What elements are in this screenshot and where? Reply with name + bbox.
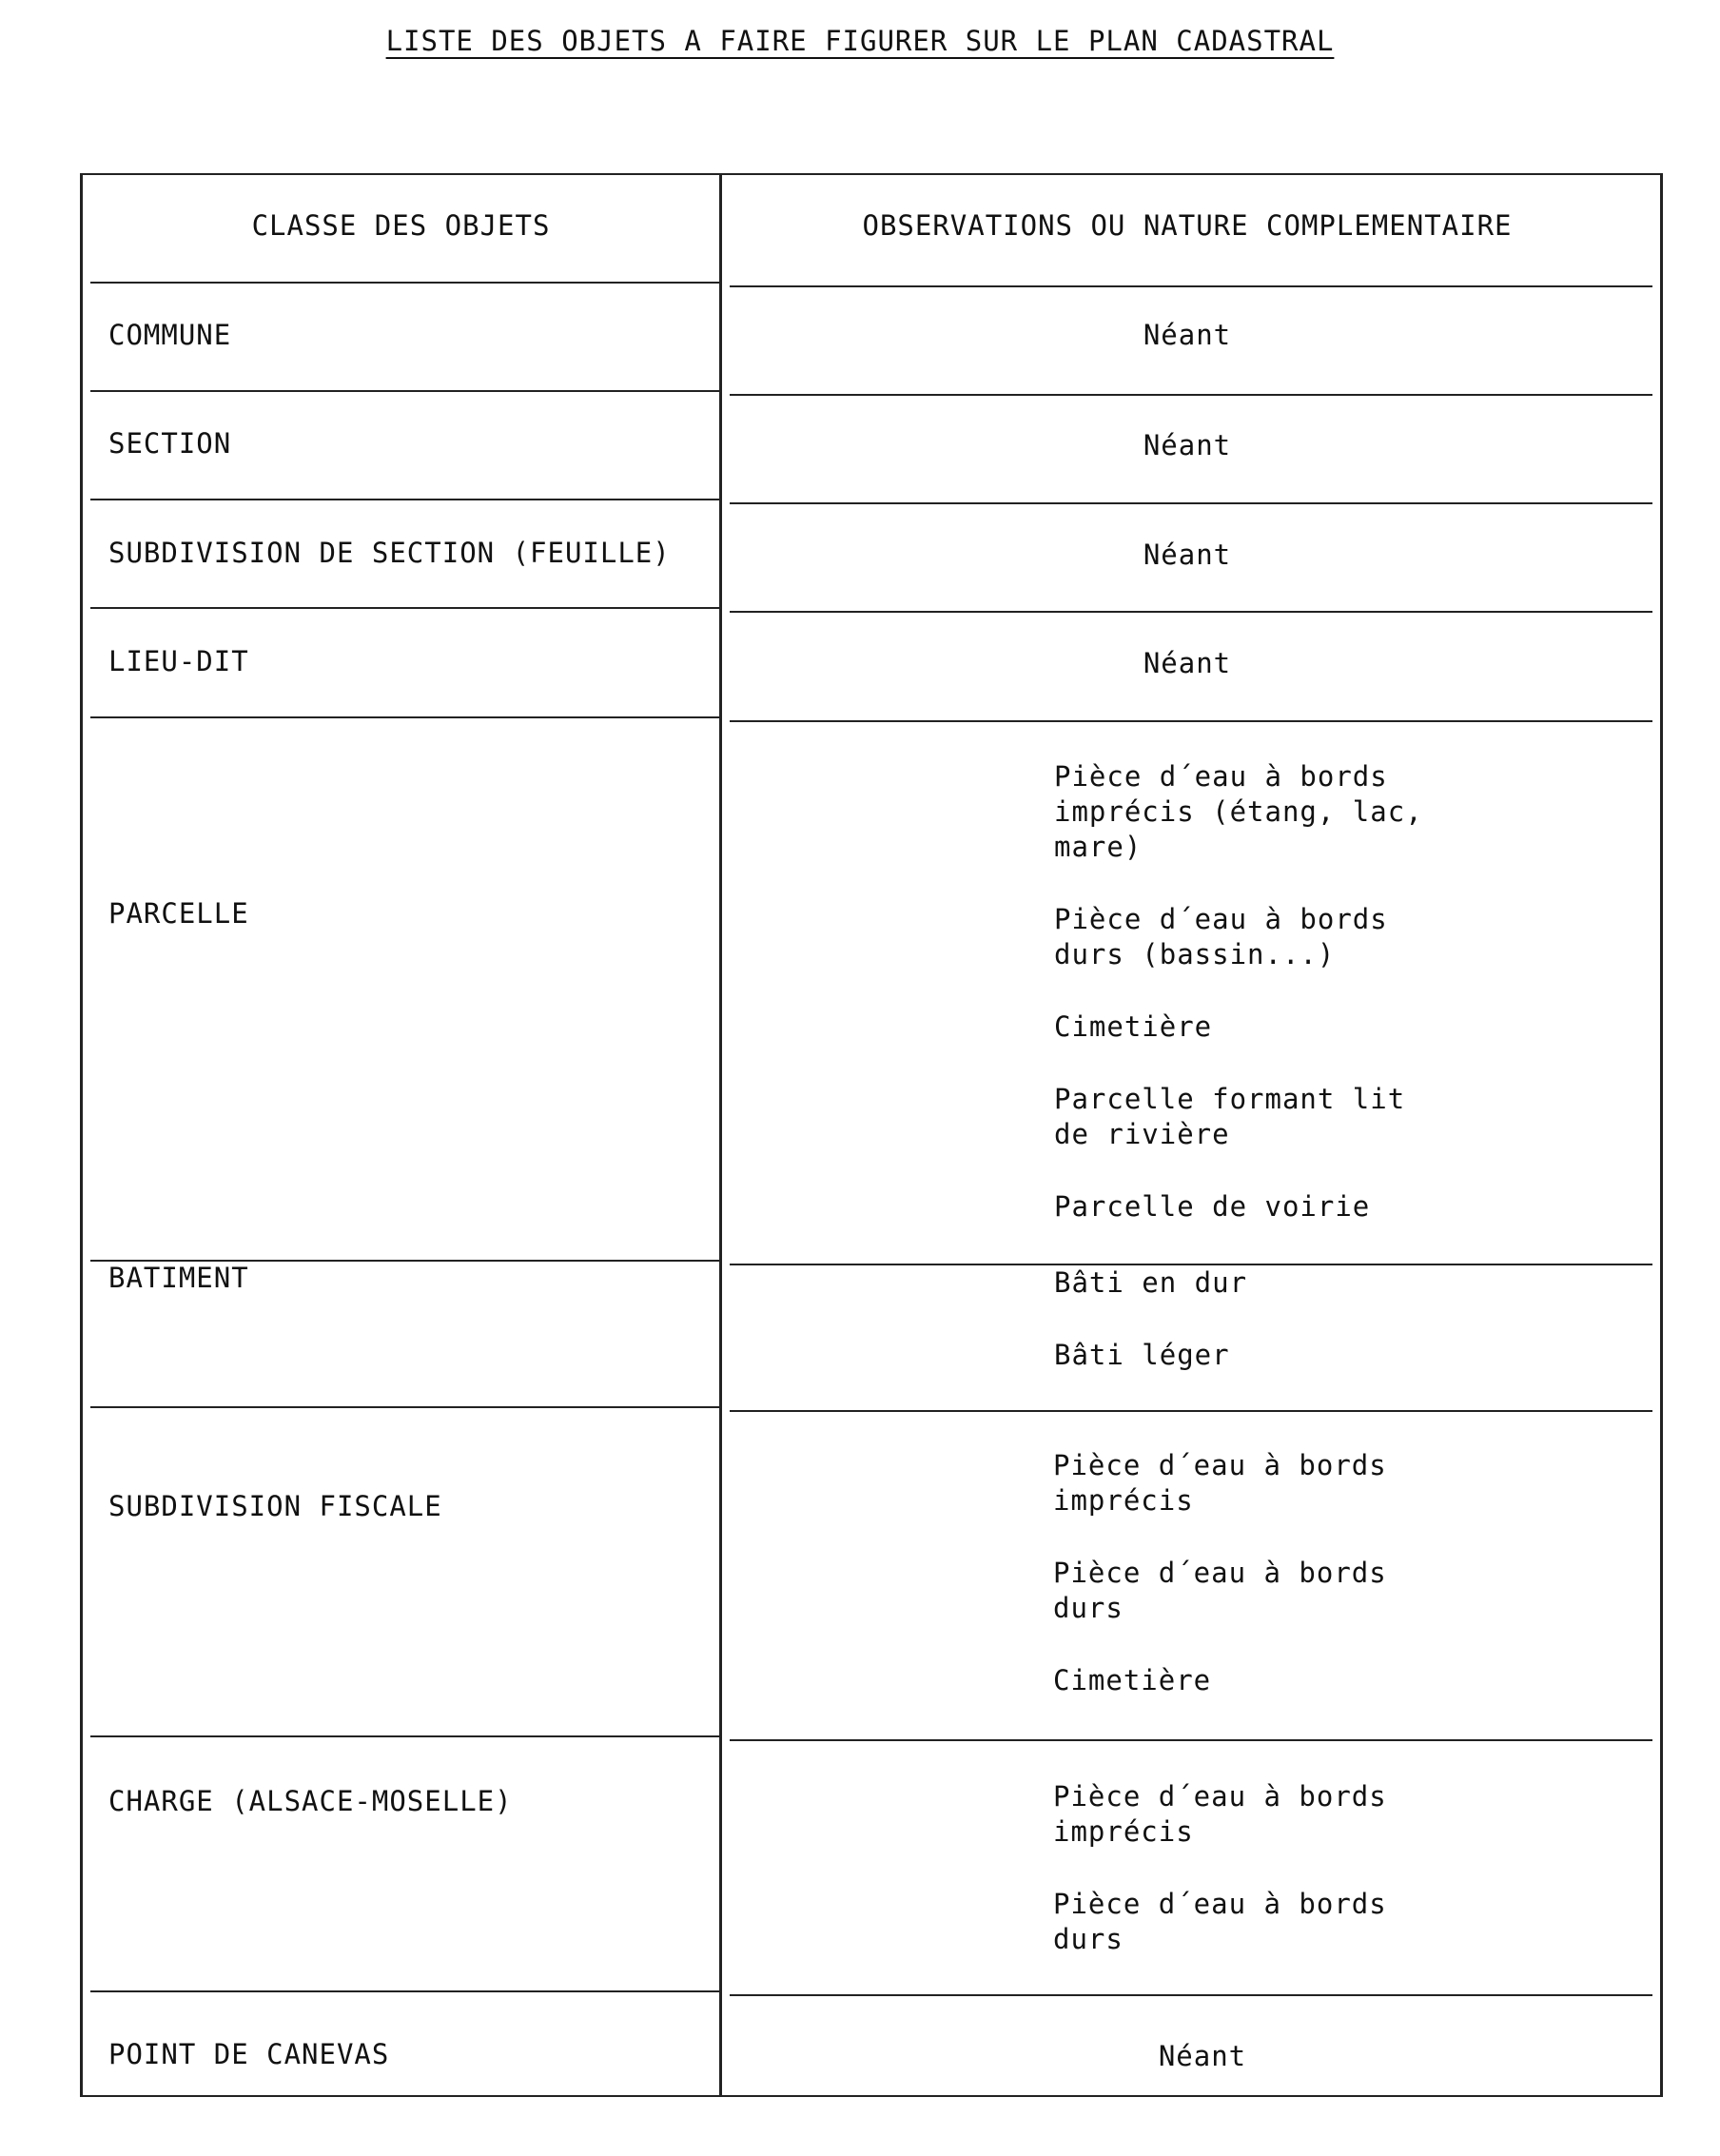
column-divider [719,175,722,2095]
observation-item: Pièce d´eau à bords durs (bassin...) [1054,903,1388,970]
row-classe-section: SECTION [108,427,232,460]
observation-item: Bâti léger [1054,1339,1230,1371]
observation-item: Pièce d´eau à bords durs [1053,1557,1387,1624]
row-divider [730,285,1652,287]
row-obs-charge [1053,1779,1643,1957]
row-obs-commune: Néant [1143,319,1232,351]
observation-item: Pièce d´eau à bords imprécis (étang, lac, mare) [1054,760,1423,863]
observation-item: Cimetière [1054,1010,1213,1043]
row-classe-commune: COMMUNE [108,319,232,351]
row-obs-subdivision-section: Néant [1143,539,1232,571]
row-divider [730,394,1652,396]
observation-item: Parcelle formant lit de rivière [1054,1083,1406,1150]
row-classe-subdivision-section: SUBDIVISION DE SECTION (FEUILLE) [108,537,671,569]
row-classe-charge: CHARGE (ALSACE-MOSELLE) [108,1785,513,1817]
row-divider [90,1735,719,1737]
row-obs-batiment [1054,1265,1644,1373]
observation-item: Parcelle de voirie [1054,1190,1371,1223]
row-divider [730,1410,1652,1412]
observation-item: Pièce d´eau à bords imprécis [1053,1449,1387,1517]
row-divider [730,1739,1652,1741]
row-divider [730,502,1652,504]
observation-item: Pièce d´eau à bords imprécis [1053,1780,1387,1848]
row-divider [90,390,719,392]
row-divider [90,1406,719,1408]
row-obs-subdivision-fiscale [1053,1448,1643,1698]
row-divider [730,611,1652,613]
objects-table [80,173,1663,2097]
row-obs-point-canevas: Néant [1158,2040,1247,2072]
row-divider [90,607,719,609]
row-divider [90,499,719,500]
row-divider [730,720,1652,722]
row-divider [90,1990,719,1992]
row-obs-parcelle [1054,759,1644,1225]
row-classe-point-canevas: POINT DE CANEVAS [108,2038,390,2070]
observation-item: Cimetière [1053,1664,1212,1696]
observation-item: Pièce d´eau à bords durs [1053,1888,1387,1955]
page-title: LISTE DES OBJETS A FAIRE FIGURER SUR LE PLAN CADASTRAL [385,25,1335,57]
row-divider [730,1994,1652,1996]
header-classe: CLASSE DES OBJETS [251,209,551,242]
row-classe-subdivision-fiscale: SUBDIVISION FISCALE [108,1490,442,1522]
row-obs-lieu-dit: Néant [1143,647,1232,679]
header-observations: OBSERVATIONS OU NATURE COMPLEMENTAIRE [862,209,1513,242]
row-classe-batiment: BATIMENT [108,1262,249,1294]
row-obs-section: Néant [1143,429,1232,461]
observation-item: Bâti en dur [1054,1266,1248,1299]
row-divider [90,282,719,284]
row-classe-lieu-dit: LIEU-DIT [108,645,249,677]
row-divider [90,716,719,718]
row-classe-parcelle: PARCELLE [108,897,249,930]
